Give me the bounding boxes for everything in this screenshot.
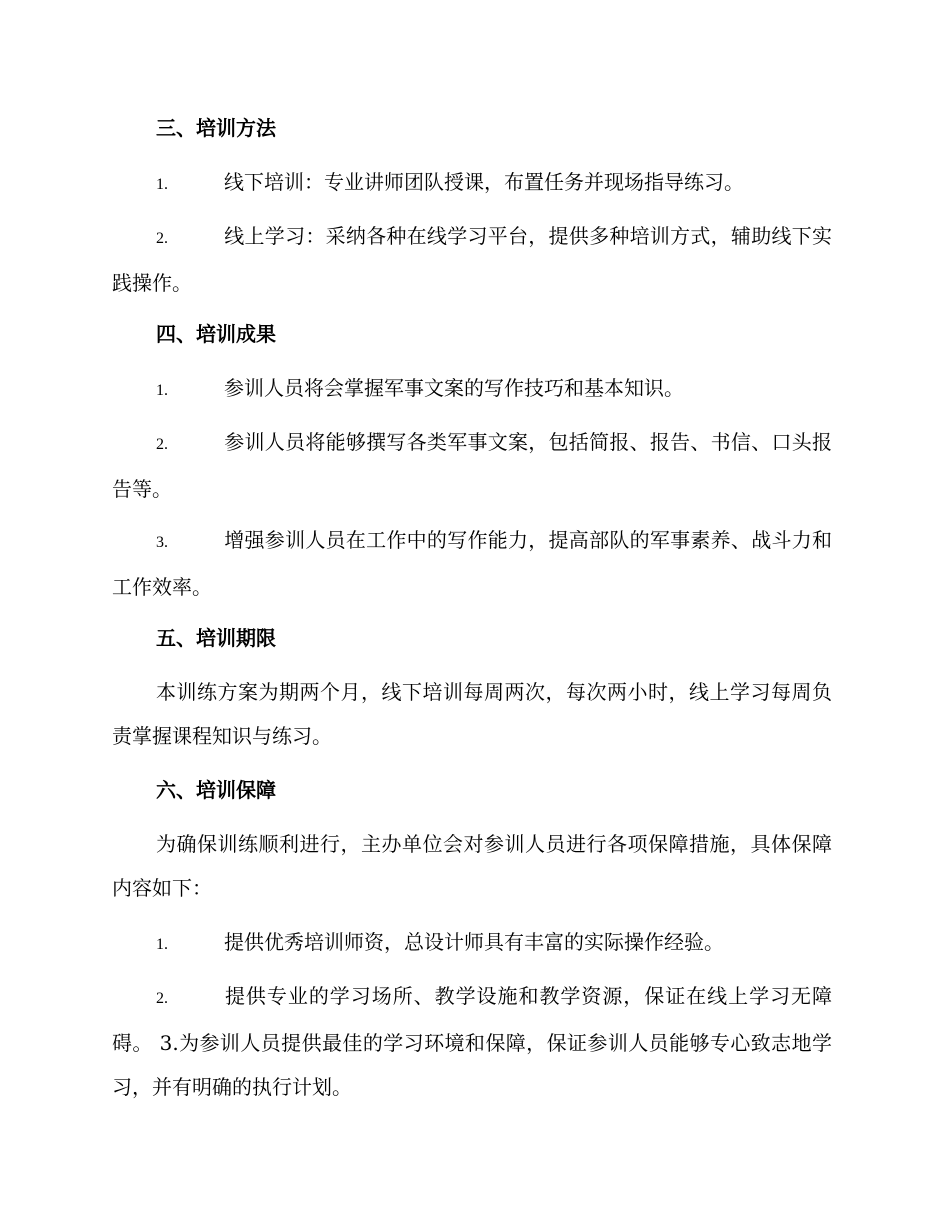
list-item — [112, 518, 832, 609]
item-number: 1. — [156, 936, 168, 953]
section-heading-results: 四、培训成果 — [156, 322, 276, 346]
list-item — [112, 974, 832, 1109]
body-paragraph: 为确保训练顺利进行，主办单位会对参训人员进行各项保障措施，具体保障内容如下： — [112, 832, 832, 900]
section-heading-duration: 五、培训期限 — [156, 626, 276, 650]
item-number: 2. — [156, 436, 168, 453]
item-text: 参训人员将会掌握军事文案的写作技巧和基本知识。 — [224, 376, 684, 400]
item-number: 2. — [156, 230, 168, 247]
list-item — [112, 366, 832, 413]
item-text: 提供优秀培训师资，总设计师具有丰富的实际操作经验。 — [224, 930, 724, 954]
item-text: 增强参训人员在工作中的写作能力，提高部队的军事素养、战斗力和工作效率。 — [112, 528, 832, 599]
list-item — [112, 214, 832, 305]
item-number: 1. — [156, 176, 168, 193]
item-text: 参训人员将能够撰写各类军事文案，包括简报、报告、书信、口头报告等。 — [112, 430, 832, 501]
item-text: 提供专业的学习场所、教学设施和教学资源，保证在线上学习无障碍。 3.为参训人员提供最佳的学习环境和保障，保证参训人员能够专心致志地学习，并有明确的执行计划。 — [112, 984, 832, 1099]
item-number: 1. — [156, 382, 168, 399]
list-item — [112, 420, 832, 511]
item-text: 线下培训：专业讲师团队授课，布置任务并现场指导练习。 — [224, 170, 744, 194]
section-heading-methods: 三、培训方法 — [156, 116, 276, 140]
section-heading-support: 六、培训保障 — [156, 778, 276, 802]
item-number: 3. — [156, 534, 168, 551]
list-item — [112, 160, 832, 207]
list-item — [112, 920, 832, 967]
body-paragraph: 本训练方案为期两个月，线下培训每周两次，每次两小时，线上学习每周负责掌握课程知识与练习。 — [112, 680, 832, 748]
item-number: 2. — [156, 990, 168, 1007]
item-text: 线上学习：采纳各种在线学习平台，提供多种培训方式，辅助线下实践操作。 — [112, 224, 832, 295]
